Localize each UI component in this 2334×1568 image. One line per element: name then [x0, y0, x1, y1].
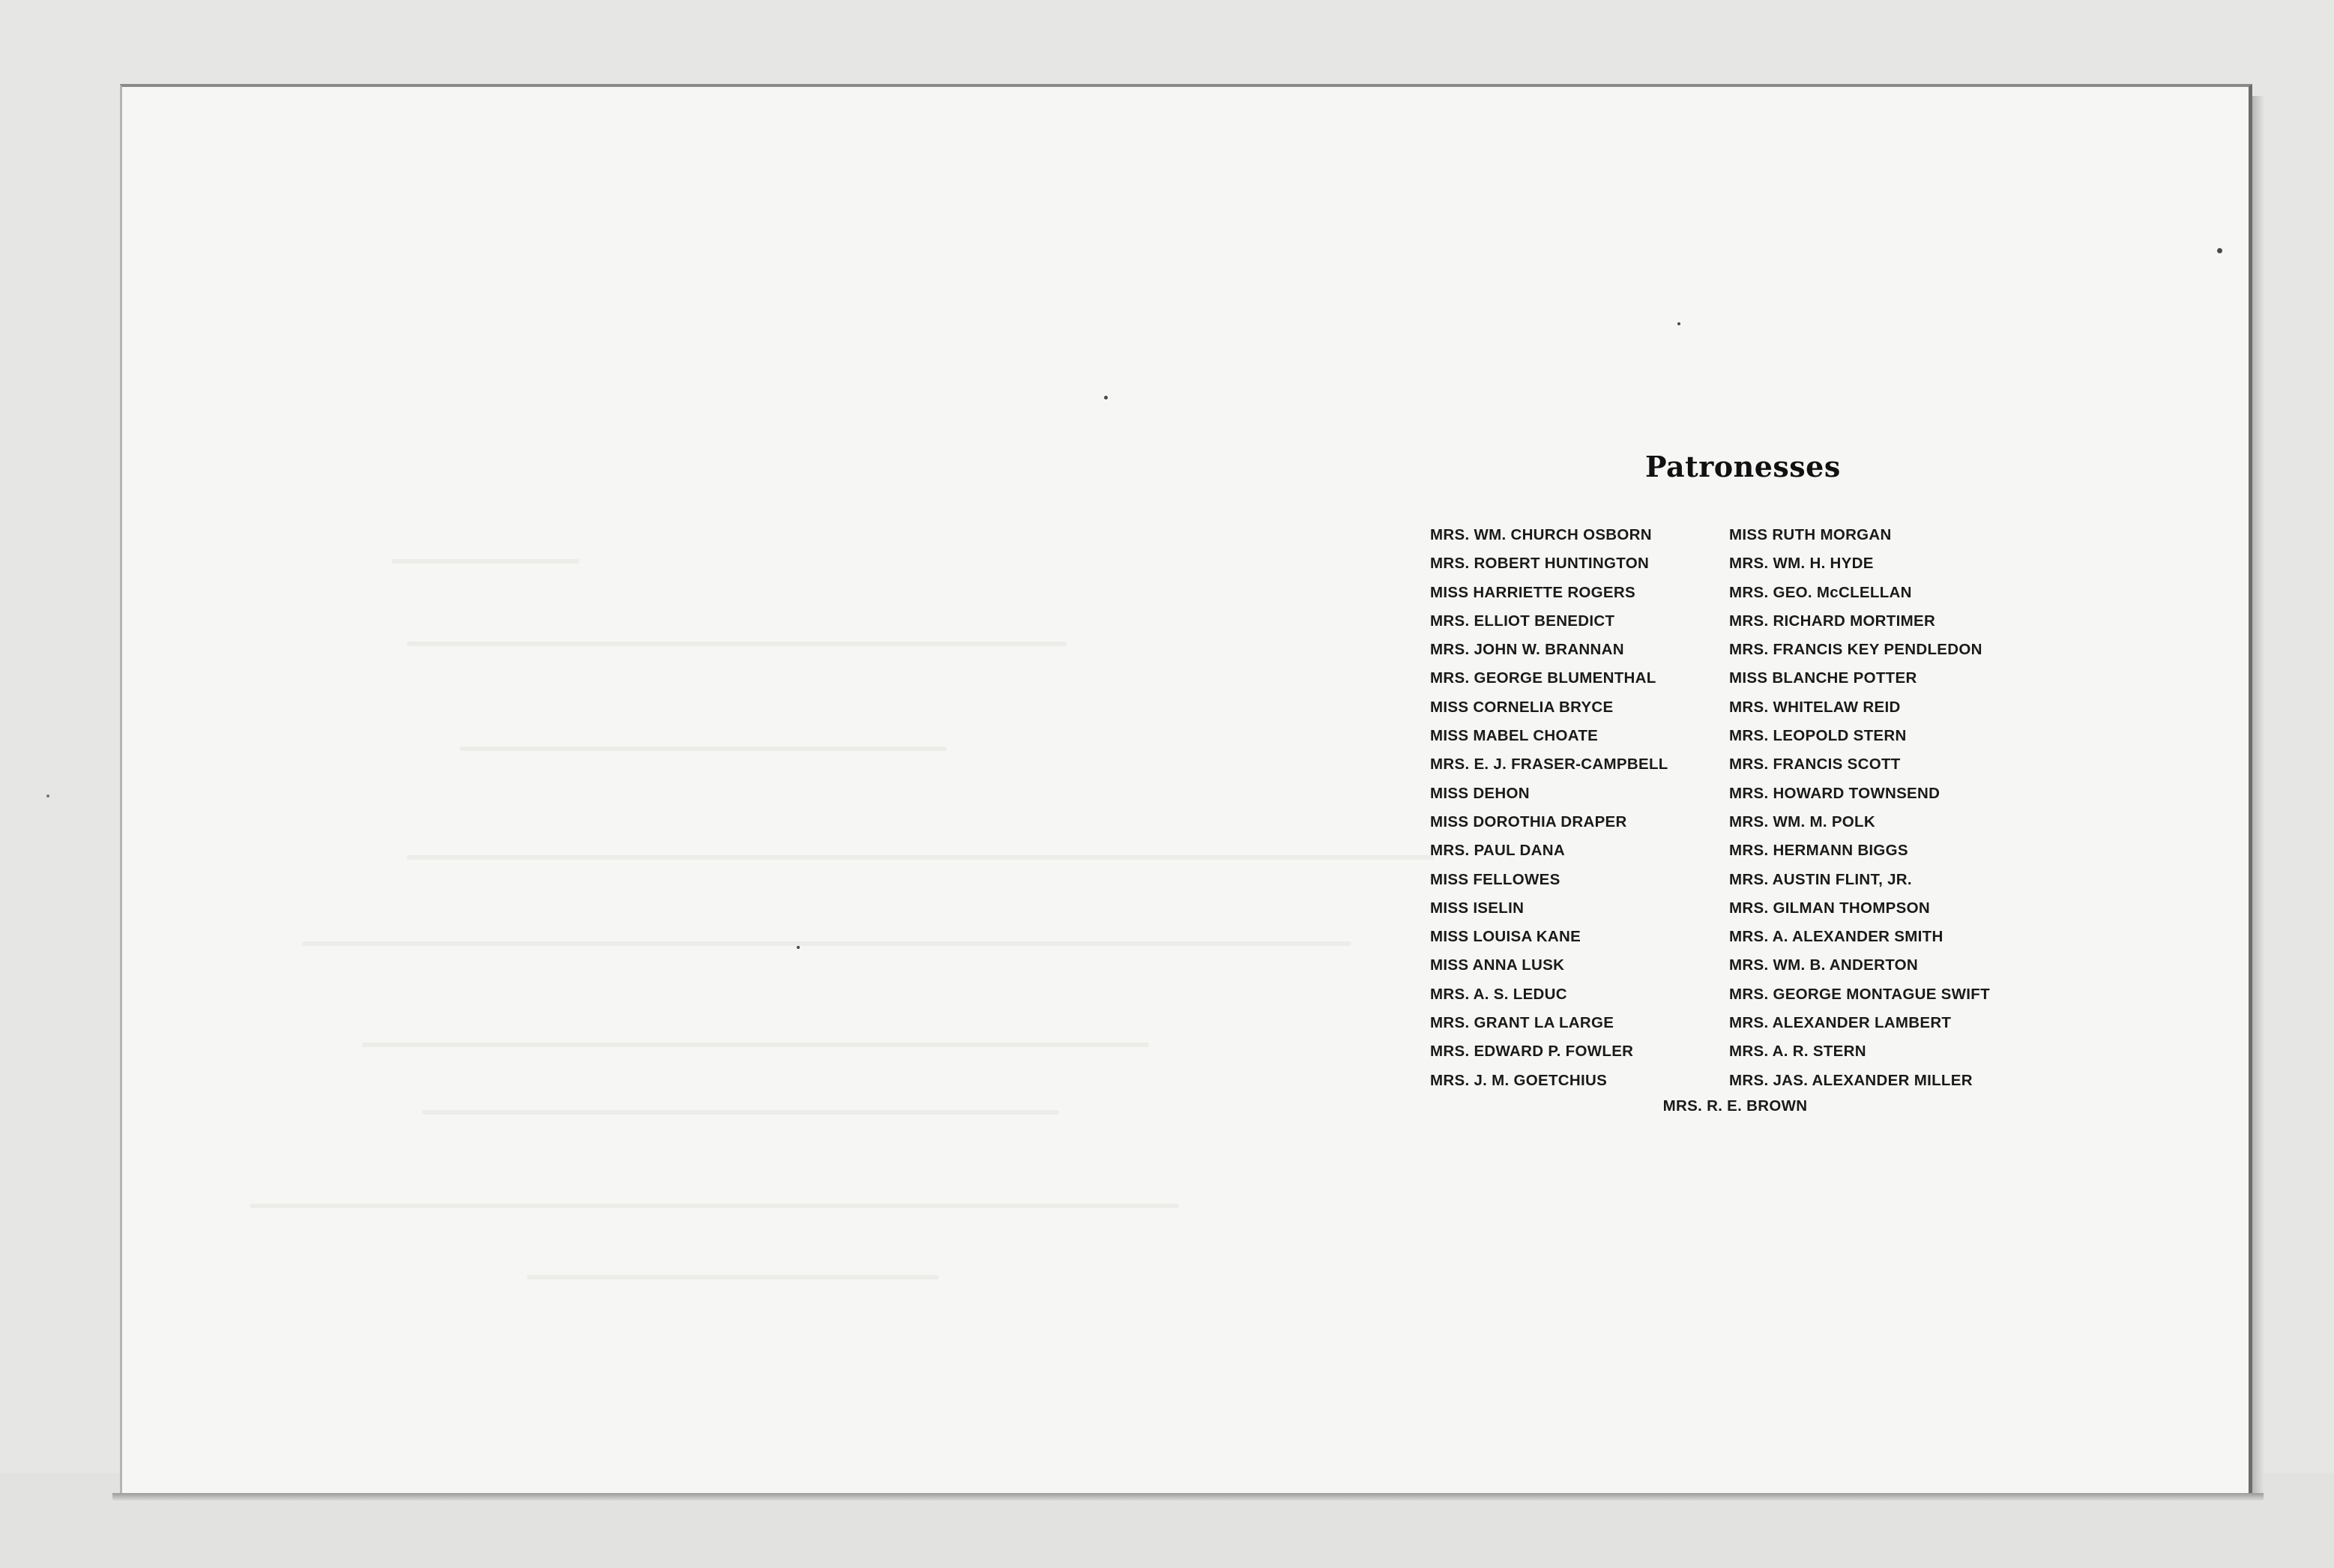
- bleed-through-line: [302, 941, 1351, 946]
- patroness-name: MRS. WM. M. POLK: [1729, 812, 1875, 830]
- patroness-name: MISS DEHON: [1430, 784, 1530, 802]
- patroness-name: MRS. WM. B. ANDERTON: [1729, 956, 1918, 974]
- patronesses-list-left: [1430, 525, 1730, 1099]
- patroness-name: MRS. GEORGE BLUMENTHAL: [1430, 669, 1656, 687]
- patroness-name: MRS. WM. H. HYDE: [1729, 555, 1874, 573]
- patroness-name: MRS. GEORGE MONTAGUE SWIFT: [1729, 985, 1990, 1003]
- patroness-name: MRS. ELLIOT BENEDICT: [1430, 612, 1615, 630]
- bleed-through-line: [407, 642, 1067, 646]
- patroness-name: MRS. ROBERT HUNTINGTON: [1430, 555, 1650, 573]
- patroness-name: MRS. HOWARD TOWNSEND: [1729, 784, 1941, 802]
- patroness-name: MRS. FRANCIS KEY PENDLEDON: [1729, 641, 1982, 659]
- patroness-name: MRS. J. M. GOETCHIUS: [1430, 1071, 1608, 1089]
- patroness-name: MISS BLANCHE POTTER: [1729, 669, 1917, 687]
- patroness-name: MISS DOROTHIA DRAPER: [1430, 812, 1627, 830]
- patronesses-title: Patronesses: [1645, 450, 1841, 483]
- card-shadow-bottom: [112, 1493, 2264, 1501]
- dust-speck: [1677, 322, 1680, 325]
- patroness-name: MISS LOUISA KANE: [1430, 928, 1581, 946]
- patroness-name: MISS CORNELIA BRYCE: [1430, 698, 1614, 716]
- patroness-name: MRS. AUSTIN FLINT, JR.: [1729, 870, 1912, 888]
- patroness-name-final: MRS. R. E. BROWN: [1662, 1097, 1808, 1115]
- patroness-name: MRS. EDWARD P. FOWLER: [1430, 1043, 1634, 1061]
- patroness-name: MRS. A. S. LEDUC: [1430, 985, 1567, 1003]
- patroness-name: MISS FELLOWES: [1430, 870, 1560, 888]
- bleed-through-line: [459, 747, 947, 751]
- patroness-name: MISS MABEL CHOATE: [1430, 727, 1599, 745]
- patroness-name: MISS ANNA LUSK: [1430, 956, 1565, 974]
- patroness-name: MRS. E. J. FRASER-CAMPBELL: [1430, 756, 1668, 774]
- patronesses-list-right: [1729, 525, 2059, 1099]
- dust-speck: [1104, 396, 1108, 399]
- patroness-name: MISS RUTH MORGAN: [1729, 526, 1892, 543]
- bleed-through-line: [527, 1275, 939, 1279]
- bleed-through-line: [392, 559, 579, 564]
- patroness-name: MRS. JOHN W. BRANNAN: [1430, 641, 1624, 659]
- patroness-name: MRS. GILMAN THOMPSON: [1729, 899, 1930, 917]
- patroness-name: MRS. ALEXANDER LAMBERT: [1729, 1014, 1952, 1032]
- patroness-name: MRS. GRANT LA LARGE: [1430, 1014, 1614, 1032]
- patroness-name: MRS. PAUL DANA: [1430, 842, 1565, 860]
- dust-speck: [2217, 248, 2222, 253]
- patroness-name: MRS. LEOPOLD STERN: [1729, 727, 1907, 745]
- patroness-name: MRS. RICHARD MORTIMER: [1729, 612, 1936, 630]
- patroness-name: MRS. A. R. STERN: [1729, 1043, 1866, 1061]
- patroness-name: MISS HARRIETTE ROGERS: [1430, 583, 1635, 601]
- patroness-name: MRS. A. ALEXANDER SMITH: [1729, 928, 1944, 946]
- patroness-name: MRS. WHITELAW REID: [1729, 698, 1901, 716]
- patroness-name: MRS. JAS. ALEXANDER MILLER: [1729, 1071, 1973, 1089]
- dust-speck: [797, 946, 800, 949]
- bleed-through-line: [362, 1043, 1149, 1047]
- patroness-name: MRS. WM. CHURCH OSBORN: [1430, 526, 1652, 543]
- bleed-through-line: [422, 1110, 1059, 1115]
- patroness-name: MRS. HERMANN BIGGS: [1729, 842, 1908, 860]
- bleed-through-line: [407, 855, 1434, 860]
- patroness-name: MRS. FRANCIS SCOTT: [1729, 756, 1901, 774]
- bleed-through-line: [250, 1204, 1179, 1208]
- patroness-name: MRS. GEO. McCLELLAN: [1729, 583, 1912, 601]
- dust-speck: [46, 794, 49, 797]
- patroness-name: MISS ISELIN: [1430, 899, 1525, 917]
